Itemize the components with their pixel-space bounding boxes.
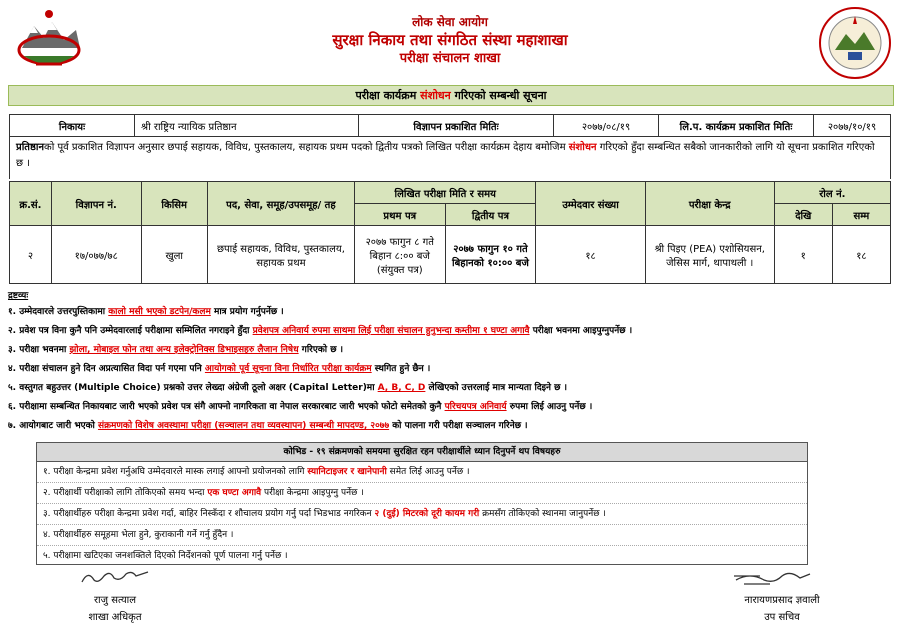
note-5: ५. वस्तुगत बहुउत्तर (Multiple Choice) प्रश्नको उत्तर लेख्दा अंग्रेजी ठूलो अक्षर (Capital Letter)मा A, B, C, D लेखिएको उत्तरलाई मात्र मान्यता दिइने छ ।	[8, 383, 567, 393]
note-4: ४. परीक्षा संचालन हुने दिन अप्रत्यासित विदा पर्न गएमा पनि आयोगको पूर्व सूचना विना निर्धारित परीक्षा कार्यक्रम स्थगित हुने छैन ।	[8, 364, 431, 374]
covid-item-1: १. परीक्षा केन्द्रमा प्रवेश गर्नुअघि उम्मेदवारले मास्क लगाई आफ्नो प्रयोजनको लागि स्यानिटाइजर र खानेपानी समेत लिई आउनु पर्नेछ ।	[37, 462, 807, 483]
psc-logo-icon	[818, 6, 892, 80]
col-sn: क्र.सं.	[10, 182, 52, 226]
notice-text-2: गरिएको हुँदा सम्बन्धित सबैको जानकारीको लागि यो सूचना प्रकाशित गरिएको छ ।	[16, 142, 875, 169]
covid-title: कोभिड - १९ संक्रमणको समयमा सुरक्षित रहन परीक्षार्थीले ध्यान दिनुपर्ने थप विषयहरु	[37, 443, 807, 462]
covid-guidelines-box	[36, 442, 808, 565]
title-highlight: संशोधन	[420, 89, 451, 102]
commission-name: लोक सेवा आयोग	[412, 15, 488, 29]
nepal-emblem-icon	[14, 8, 84, 70]
cell-paper2: २०७७ फागुन १० गते बिहानको १०:०० बजे	[445, 226, 536, 284]
col-centre: परीक्षा केन्द्र	[645, 182, 774, 226]
section-name: परीक्षा संचालन शाखा	[399, 51, 501, 66]
notice-paragraph	[9, 137, 891, 179]
col-roll-to: सम्म	[832, 204, 890, 226]
note-1: १. उम्मेदवारले उत्तरपुस्तिकामा कालो मसी भएको डटपेन/कलम मात्र प्रयोग गर्नुपर्नेछ ।	[8, 307, 284, 317]
col-post: पद, सेवा, समूह/उपसमूह/ तह	[207, 182, 354, 226]
notes-section	[8, 290, 892, 436]
left-signatory-title: शाखा अधिकृत	[88, 612, 142, 623]
col-roll-from: देखि	[774, 204, 832, 226]
ad-date-label: विज्ञापन प्रकाशित मितिः	[359, 115, 554, 137]
right-signatory	[712, 592, 852, 626]
schedule-date-value: २०७७/१०/१९	[814, 115, 891, 137]
document-header	[0, 0, 900, 82]
org-label: निकायः	[10, 115, 135, 137]
schedule-date-label: लि.प. कार्यक्रम प्रकाशित मितिः	[659, 115, 814, 137]
left-signatory-name: राजु सत्याल	[93, 595, 137, 606]
title-suffix: गरिएको सम्बन्धी सूचना	[450, 89, 547, 102]
col-roll: रोल नं.	[774, 182, 890, 204]
right-signatory-title: उप सचिव	[764, 612, 800, 623]
cell-sn: २	[10, 226, 52, 284]
left-signature-icon	[78, 566, 158, 588]
ad-date-value: २०७७/०८/१९	[554, 115, 659, 137]
notice-title-bar	[8, 85, 894, 106]
cell-ad-no: १७/०७७/७८	[51, 226, 141, 284]
left-signatory	[60, 592, 170, 626]
notice-bold-start: प्रतिष्ठान	[16, 142, 45, 153]
note-7: ७. आयोगबाट जारी भएको संक्रमणको विशेष अवस्थामा परीक्षा (सञ्चालन तथा व्यवस्थापन) सम्बन्धी मापदण्ड, २०७७ को पालना गरी परीक्षा सञ्चालन गरिनेछ ।	[8, 421, 528, 431]
cell-post: छपाई सहायक, विविध, पुस्तकालय, सहायक प्रथम	[207, 226, 354, 284]
covid-item-2: २. परीक्षार्थी परीक्षाको लागि तोकिएको समय भन्दा एक घण्टा अगावै परीक्षा केन्द्रमा आइपुग्नु पर्नेछ ।	[37, 483, 807, 504]
right-signatory-name: नारायणप्रसाद ज्ञवाली	[744, 595, 820, 606]
notice-highlight: संशोधन	[568, 142, 597, 153]
cell-candidates: १८	[536, 226, 645, 284]
info-table	[9, 114, 891, 137]
col-ad-no: विज्ञापन नं.	[51, 182, 141, 226]
col-paper2: द्वितीय पत्र	[445, 204, 536, 226]
table-row	[10, 226, 891, 284]
covid-item-3: ३. परीक्षार्थीहरु परीक्षा केन्द्रमा प्रवेश गर्दा, बाहिर निस्कँदा र शौचालय प्रयोग गर्नु पर्दा भिडभाड नगरिकन २ (दुई) मिटरको दूरी कायम गरी क्रमसँग तोकिएको स्थानमा जानुपर्नेछ ।	[37, 504, 807, 525]
col-candidates: उम्मेदवार संख्या	[536, 182, 645, 226]
col-paper1: प्रथम पत्र	[355, 204, 446, 226]
cell-roll-to: १८	[832, 226, 890, 284]
notice-text-1: को पूर्व प्रकाशित विज्ञापन अनुसार छपाई सहायक, विविध, पुस्तकालय, सहायक प्रथम पदको द्वितीय पत्रको लिखित परीक्षा कार्यक्रम देहाय बमोजिम	[44, 142, 569, 153]
note-2: २. प्रवेश पत्र विना कुनै पनि उम्मेदवारलाई परीक्षामा सम्मिलित नगराइने हुँदा प्रवेशपत्र अनिवार्य रुपमा साथमा लिई परीक्षा संचालन हुनुभन्दा कम्तीमा १ घण्टा अगावै परीक्षा भवनमा आइपुग्नुपर्नेछ ।	[8, 326, 633, 336]
covid-item-4: ४. परीक्षार्थीहरु समूहमा भेला हुने, कुराकानी गर्ने गर्नु हुँदैन ।	[37, 525, 807, 546]
cell-roll-from: १	[774, 226, 832, 284]
notes-title: द्रष्टव्यः	[8, 291, 29, 301]
org-value: श्री राष्ट्रिय न्यायिक प्रतिष्ठान	[135, 115, 359, 137]
cell-paper1: २०७७ फागुन ८ गते बिहान ८:०० बजे (संयुक्त पत्र)	[355, 226, 446, 284]
col-type: किसिम	[141, 182, 207, 226]
note-6: ६. परीक्षामा सम्बन्धित निकायबाट जारी भएको प्रवेश पत्र संगै आफ्नो नागरिकता वा नेपाल सरकारबाट जारी भएको फोटो समेतको कुनै परिचयपत्र अनिवार्य रुपमा लिई आउनु पर्नेछ ।	[8, 402, 593, 412]
title-prefix: परीक्षा कार्यक्रम	[355, 89, 421, 102]
covid-item-5: ५. परीक्षामा खटिएका जनशक्तिले दिएको निर्देशनको पूर्ण पालना गर्नु पर्नेछ ।	[43, 551, 288, 561]
division-name: सुरक्षा निकाय तथा संगठित संस्था महाशाखा	[332, 31, 568, 49]
note-3: ३. परीक्षा भवनमा झोला, मोबाइल फोन तथा अन्य इलेक्ट्रोनिक्स डिभाइसहरु लैजान निषेध गरिएको छ ।	[8, 345, 344, 355]
exam-schedule-table	[9, 181, 891, 284]
cell-centre: श्री पिइए (PEA) एशोसियसन, जेसिस मार्ग, थापाथली ।	[645, 226, 774, 284]
right-signature-icon	[730, 566, 814, 590]
col-exam-date: लिखित परीक्षा मिति र समय	[355, 182, 536, 204]
cell-type: खुला	[141, 226, 207, 284]
